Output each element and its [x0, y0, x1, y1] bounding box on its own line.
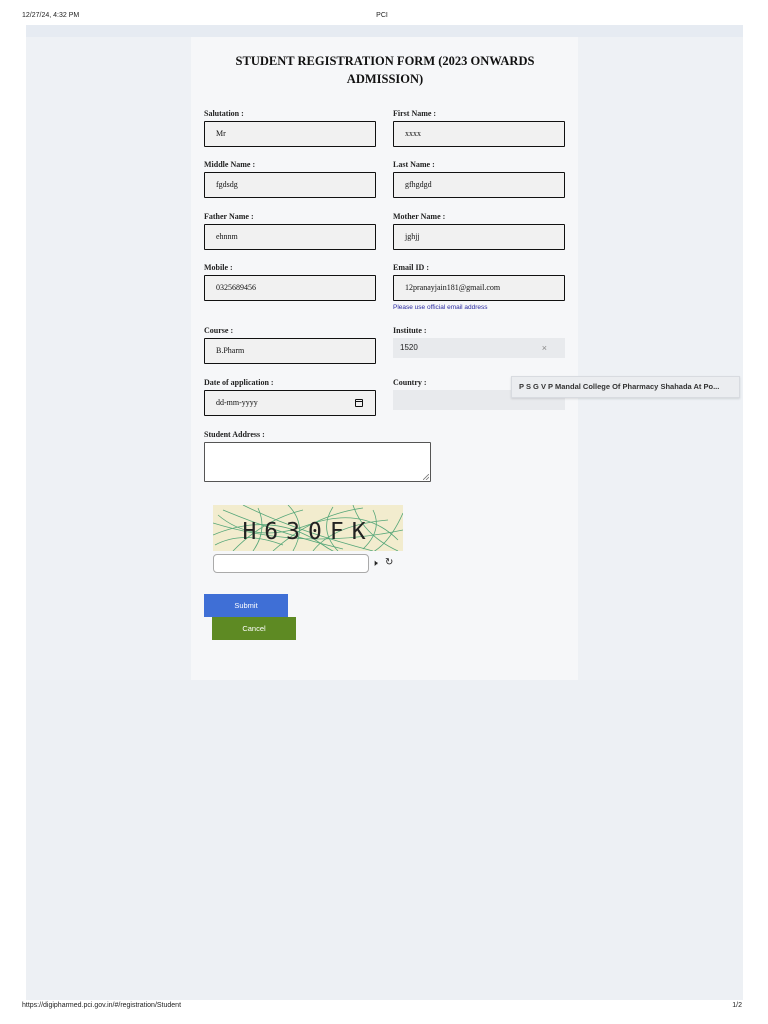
- course-label: Course :: [204, 326, 234, 335]
- salutation-label: Salutation :: [204, 109, 244, 118]
- calendar-icon[interactable]: [355, 399, 363, 407]
- print-page-number: 1/2: [732, 1002, 742, 1009]
- resize-grip-icon[interactable]: [423, 474, 429, 480]
- mother-name-label: Mother Name :: [393, 212, 446, 221]
- mobile-field[interactable]: 0325689456: [204, 275, 376, 301]
- institute-dropdown-option[interactable]: P S G V P Mandal College Of Pharmacy Shahada At Po...: [511, 376, 740, 398]
- father-name-field[interactable]: ehnnm: [204, 224, 376, 250]
- form-title: STUDENT REGISTRATION FORM (2023 ONWARDS ADMISSION): [235, 54, 535, 86]
- course-field[interactable]: B.Pharm: [204, 338, 376, 364]
- first-name-label: First Name :: [393, 109, 437, 118]
- captcha-text: H630FK: [242, 519, 374, 545]
- date-of-application-label: Date of application :: [204, 378, 274, 387]
- last-name-label: Last Name :: [393, 160, 435, 169]
- email-field[interactable]: 12pranayjain181@gmail.com: [393, 275, 565, 301]
- print-page-title: PCI: [376, 12, 388, 19]
- print-header: [22, 12, 742, 22]
- date-placeholder: dd-mm-yyyy: [216, 398, 258, 407]
- date-of-application-field[interactable]: [204, 390, 376, 416]
- student-address-label: Student Address :: [204, 430, 265, 439]
- mobile-label: Mobile :: [204, 263, 233, 272]
- student-address-textarea[interactable]: [204, 442, 431, 482]
- top-strip: [26, 25, 743, 37]
- salutation-field[interactable]: Mr: [204, 121, 376, 147]
- email-label: Email ID :: [393, 263, 429, 272]
- father-name-label: Father Name :: [204, 212, 254, 221]
- print-footer: [22, 1002, 742, 1012]
- speaker-icon[interactable]: 🕨: [372, 558, 378, 568]
- print-url: https://digipharmed.pci.gov.in/#/registration/Student: [22, 1002, 182, 1009]
- captcha-input[interactable]: [213, 554, 369, 573]
- captcha-image: [213, 505, 403, 551]
- last-name-field[interactable]: gfhgdgd: [393, 172, 565, 198]
- refresh-icon[interactable]: ↻: [385, 557, 394, 568]
- cancel-button[interactable]: Cancel: [212, 617, 296, 640]
- institute-select[interactable]: [393, 338, 565, 358]
- print-datetime: 12/27/24, 4:32 PM: [22, 12, 80, 19]
- mother-name-field[interactable]: jghjj: [393, 224, 565, 250]
- page-bottom-area: [26, 680, 743, 1000]
- email-hint: Please use official email address: [393, 304, 488, 311]
- middle-name-field[interactable]: fgdsdg: [204, 172, 376, 198]
- institute-selected-value: 1520: [400, 343, 418, 352]
- middle-name-label: Middle Name :: [204, 160, 256, 169]
- country-label: Country :: [393, 378, 427, 387]
- first-name-field[interactable]: xxxx: [393, 121, 565, 147]
- institute-label: Institute :: [393, 326, 427, 335]
- submit-button[interactable]: Submit: [204, 594, 288, 617]
- clear-icon[interactable]: ×: [541, 343, 547, 353]
